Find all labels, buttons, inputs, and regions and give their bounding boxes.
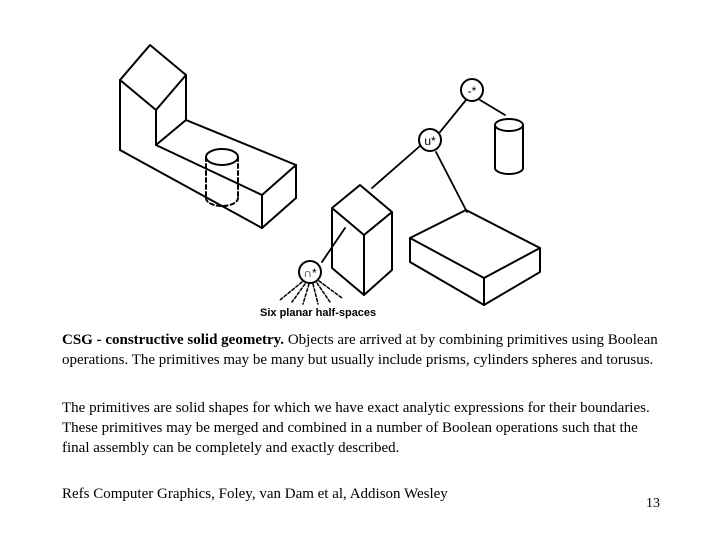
assembled-solid-drawing (120, 45, 296, 228)
intersection-node-label: ∩* (303, 266, 317, 280)
references-line: Refs Computer Graphics, Foley, van Dam et al, Addison Wesley (62, 486, 448, 502)
page-number: 13 (646, 496, 660, 511)
csg-heading: CSG - constructive solid geometry. (62, 332, 285, 348)
half-spaces-label: Six planar half-spaces (260, 307, 377, 319)
csg-definition-text: Objects are arrived at by combining primitives using Boolean operations. The primitives may be many but usually include prisms, cylinders spheres and torusus. (62, 332, 658, 368)
intersection-node (299, 261, 321, 283)
difference-node-label: -* (467, 84, 477, 98)
union-node-label: u* (424, 134, 436, 148)
difference-node (461, 79, 483, 101)
box-primitive (410, 210, 540, 305)
union-node (419, 129, 441, 151)
paragraph-primitives: The primitives are solid shapes for which we have exact analytic expressions for their boundaries. These primitives may be merged and combined in a number of Boolean operations such that the final assembly can be completely and exactly described. (62, 400, 650, 456)
csg-tree-edges (322, 100, 505, 262)
cylinder-primitive (495, 119, 523, 174)
cube-primitive (332, 185, 392, 295)
paragraph-csg-definition (62, 330, 662, 370)
half-space-lines (280, 281, 342, 304)
